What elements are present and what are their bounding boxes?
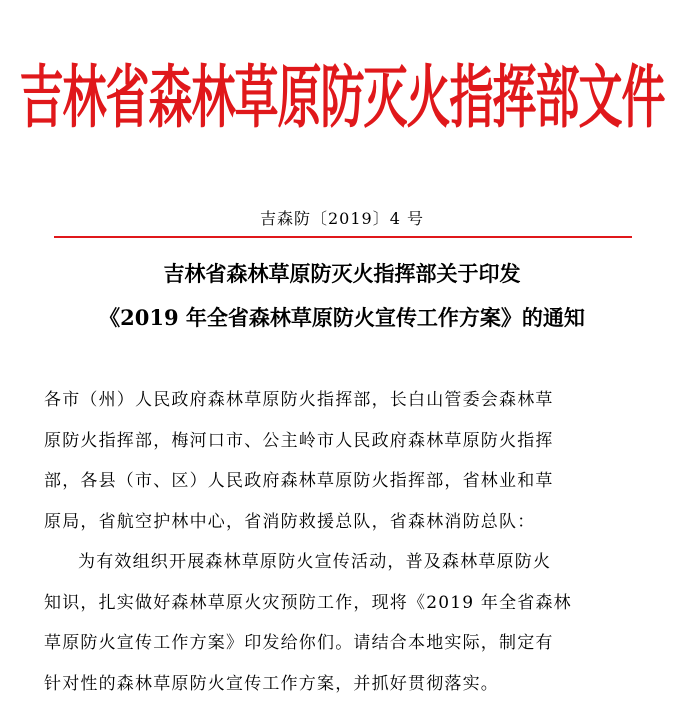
masthead-title: 吉林省森林草原防灭火指挥部文件 (19, 59, 665, 139)
addressee-block (44, 380, 636, 542)
body-line: 知识，扎实做好森林草原火灾预防工作，现将《2019 年全省森林 (44, 592, 572, 613)
body-line: 为有效组织开展森林草原防火宣传活动，普及森林草原防火 (78, 552, 552, 572)
body-line: 针对性的森林草原防火宣传工作方案，并抓好贯彻落实。 (44, 673, 499, 694)
document-number: 吉森防〔2019〕4 号 (260, 209, 424, 228)
body-paragraph (44, 542, 636, 704)
notice-title-line-2: 《2019 年全省森林草原防火宣传工作方案》的通知 (99, 305, 585, 330)
addressee-line: 原局，省航空护林中心，省消防救援总队，省森林消防总队： (44, 511, 536, 532)
addressee-line: 原防火指挥部，梅河口市、公主岭市人民政府森林草原防火指挥 (44, 430, 554, 451)
body-line: 草原防火宣传工作方案》印发给你们。请结合本地实际，制定有 (44, 633, 554, 653)
addressee-line: 部，各县（市、区）人民政府森林草原防火指挥部，省林业和草 (44, 471, 554, 491)
notice-title-line-1: 吉林省森林草原防灭火指挥部关于印发 (163, 261, 521, 286)
red-divider-line (54, 236, 632, 238)
addressee-line: 各市（州）人民政府森林草原防火指挥部，长白山管委会森林草 (44, 390, 554, 410)
